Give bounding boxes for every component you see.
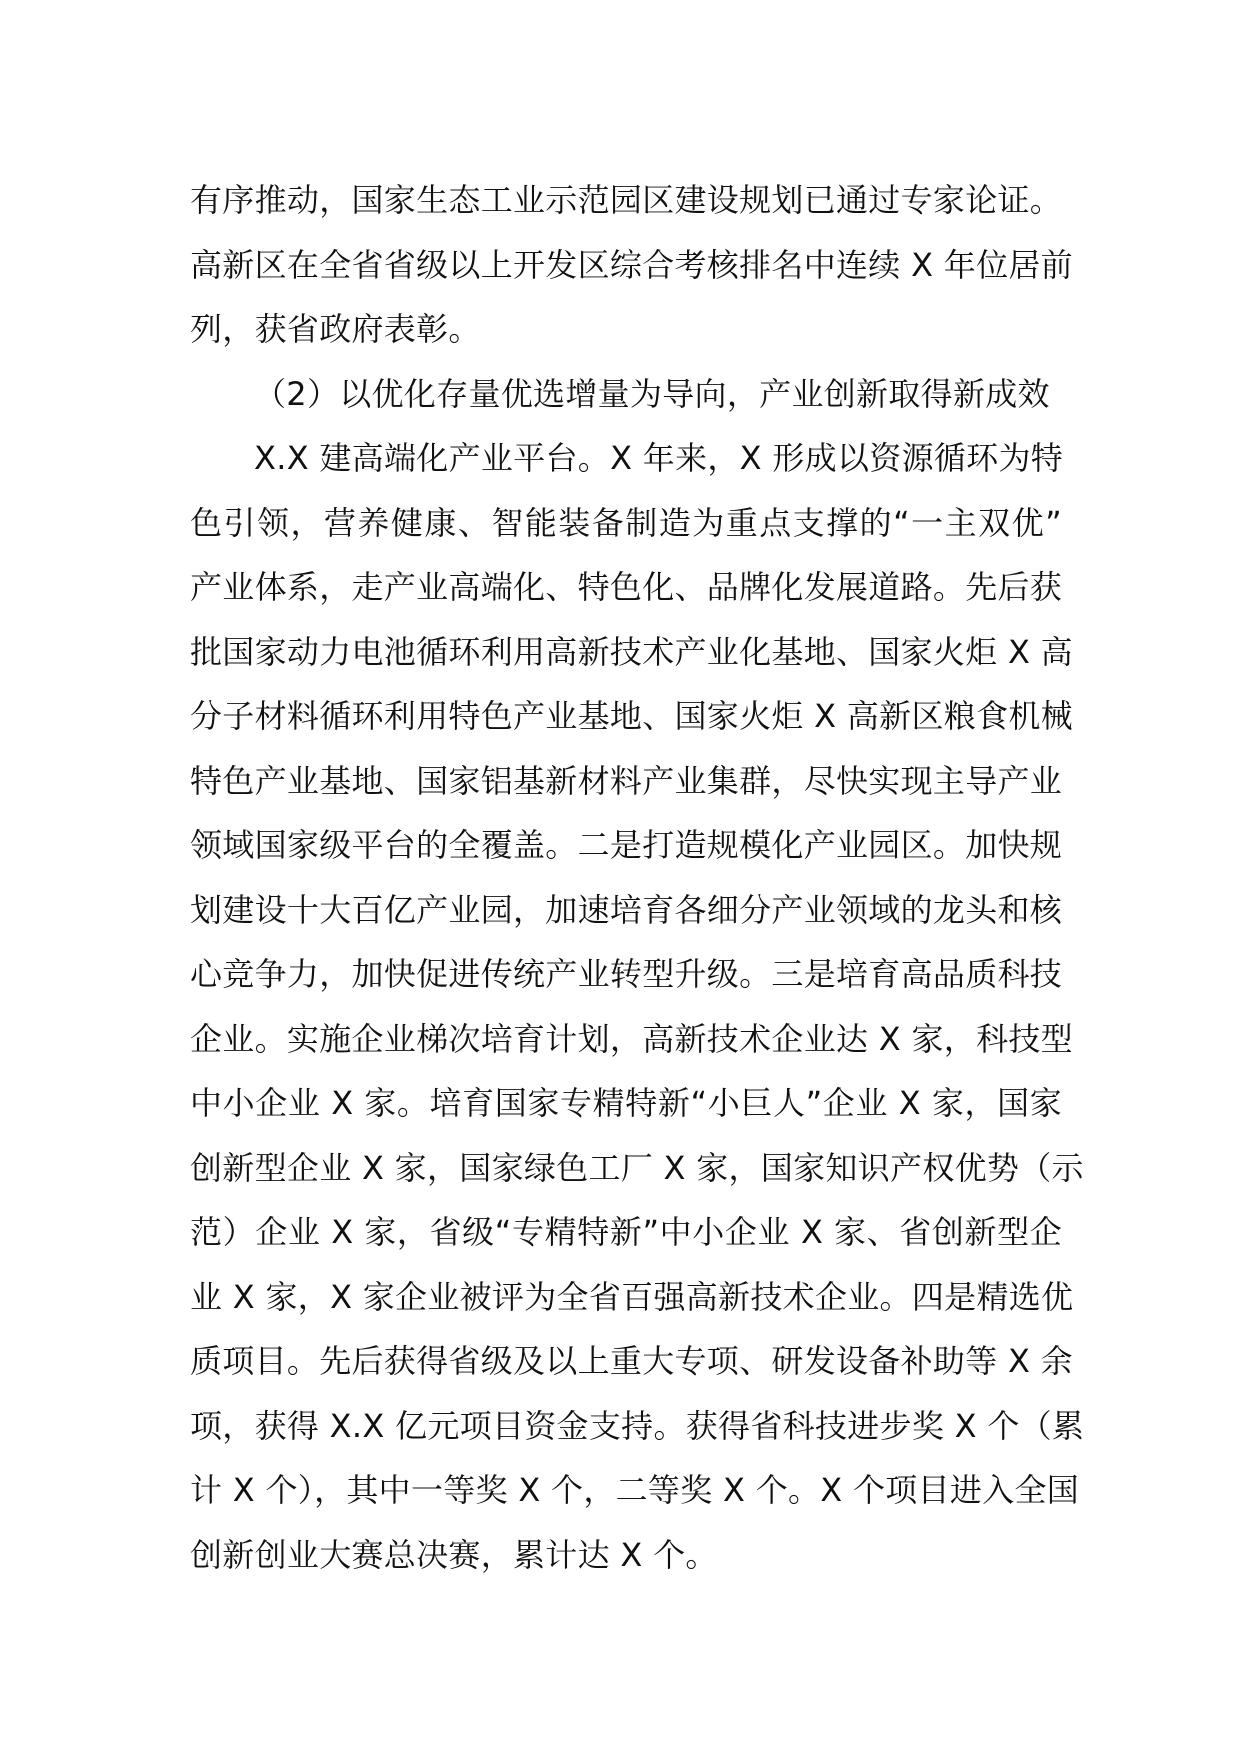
text-line-3: 列，获省政府表彰。 [190,310,481,348]
text-line-5: X.X 建高端化产业平台。X 年来，X 形成以资源循环为特 [254,439,1064,477]
text-line-10: 特色产业基地、国家铝基新材料产业集群，尽快实现主导产业 [190,761,1063,800]
text-line-6: 色引领，营养健康、智能装备制造为重点支撑的“一主双优” [190,503,1062,542]
text-line-19: 质项目。先后获得省级及以上重大专项、研发设备补助等 X 余 [190,1342,1073,1380]
section-heading: （2）以优化存量优选增量为导向，产业创新取得新成效 [254,374,1050,413]
text-line-1: 有序推动，国家生态工业示范园区建设规划已通过专家论证。 [190,181,1063,219]
text-line-11: 领域国家级平台的全覆盖。二是打造规模化产业园区。加快规 [190,826,1063,864]
text-line-16: 创新型企业 X 家，国家绿色工厂 X 家，国家知识产权优势（示 [190,1148,1084,1187]
text-line-2: 高新区在全省省级以上开发区综合考核排名中连续 X 年位居前 [190,245,1073,284]
text-line-22: 创新创业大赛总决赛，累计达 X 个。 [190,1535,718,1574]
text-line-7: 产业体系，走产业高端化、特色化、品牌化发展道路。先后获 [190,568,1063,606]
text-line-18: 业 X 家，X 家企业被评为全省百强高新技术企业。四是精选优 [190,1277,1074,1316]
text-line-15: 中小企业 X 家。培育国家专精特新“小巨人”企业 X 家，国家 [190,1084,1062,1122]
text-line-17: 范）企业 X 家，省级“专精特新”中小企业 X 家、省创新型企 [190,1213,1062,1251]
text-line-20: 项，获得 X.X 亿元项目资金支持。获得省科技进步奖 X 个（累 [190,1406,1085,1445]
text-line-14: 企业。实施企业梯次培育计划，高新技术企业达 X 家，科技型 [190,1019,1073,1058]
text-line-8: 批国家动力电池循环利用高新技术产业化基地、国家火炬 X 高 [190,632,1073,671]
text-line-13: 心竞争力，加快促进传统产业转型升级。三是培育高品质科技 [190,955,1063,993]
text-line-12: 划建设十大百亿产业园，加速培育各细分产业领域的龙头和核 [190,890,1063,929]
body-text [190,168,1085,1587]
text-line-9: 分子材料循环利用特色产业基地、国家火炬 X 高新区粮食机械 [190,697,1073,735]
text-line-21: 计 X 个），其中一等奖 X 个，二等奖 X 个。X 个项目进入全国 [190,1471,1080,1509]
